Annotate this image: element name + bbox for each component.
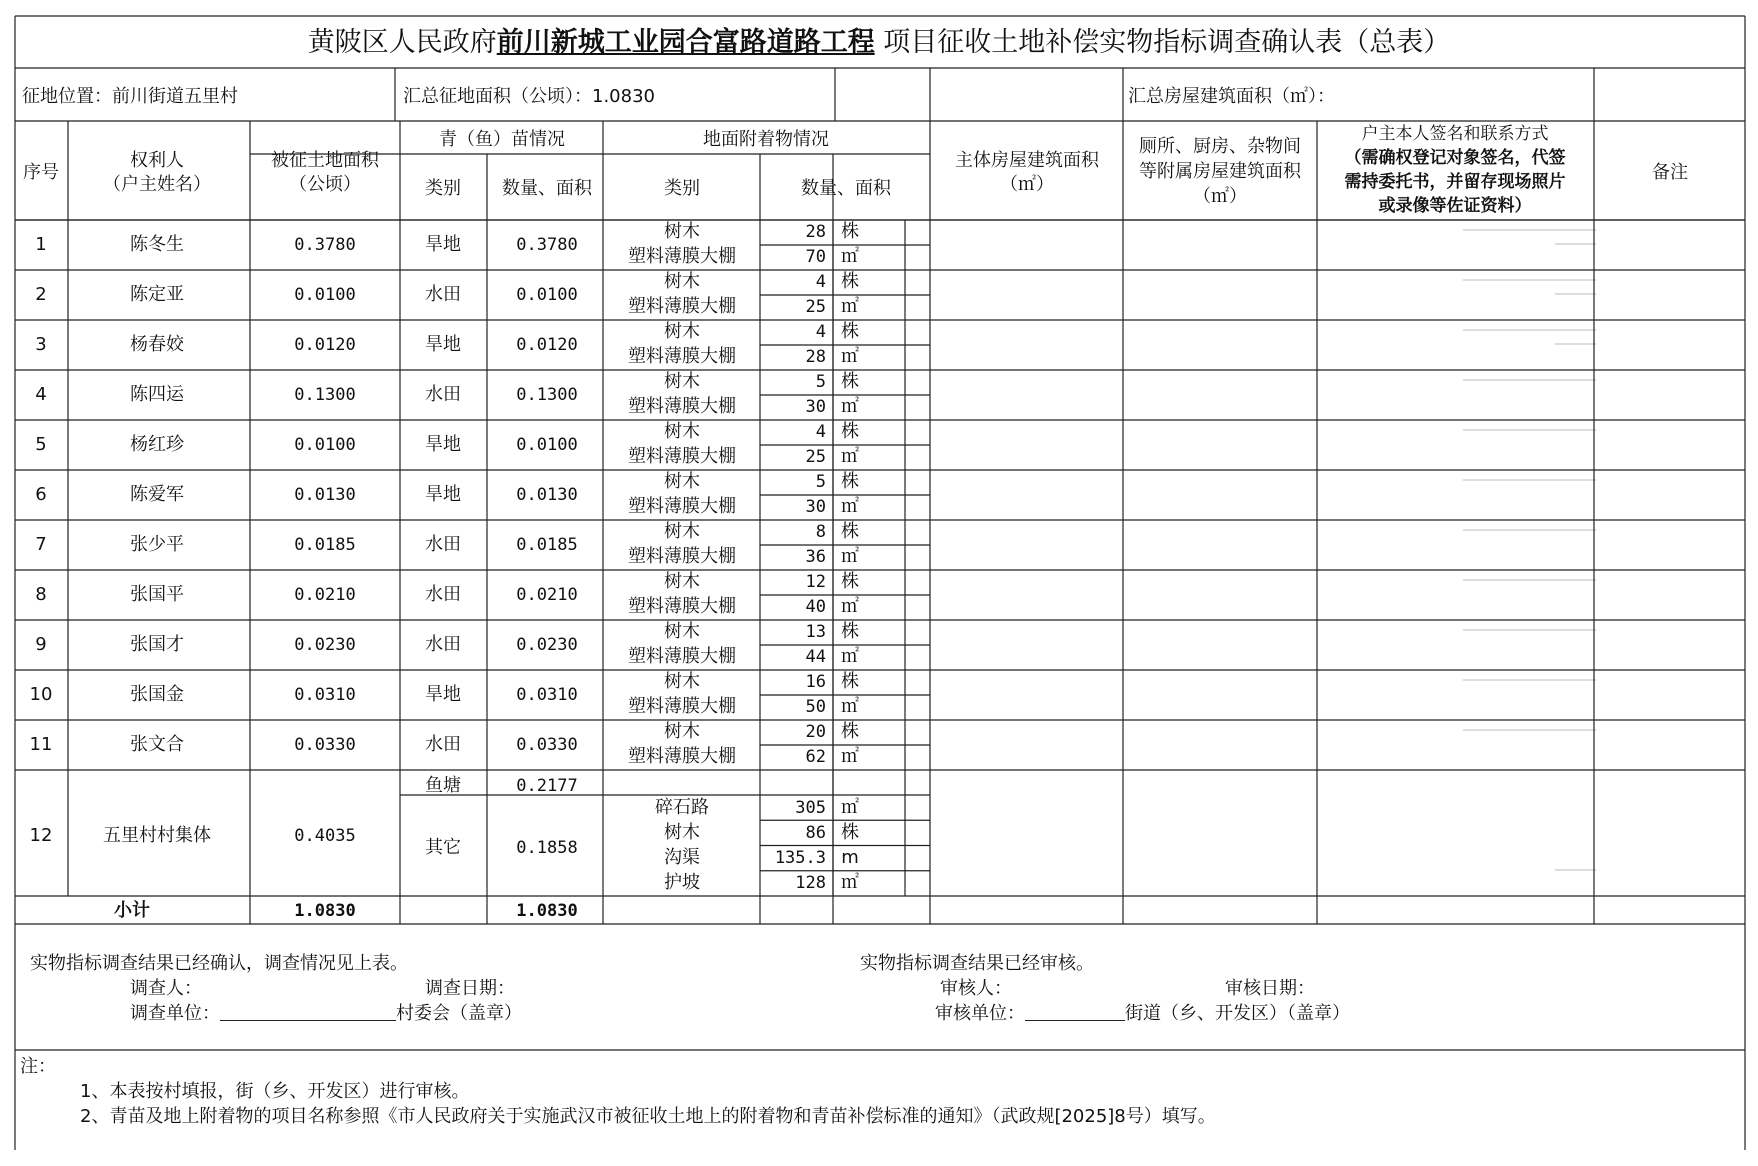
row-land-area: 0.0185 — [294, 535, 356, 555]
row-land-area: 0.0100 — [294, 435, 356, 455]
note-1: 1、本表按村填报，街（乡、开发区）进行审核。 — [80, 1081, 470, 1102]
row-seq: 5 — [35, 434, 47, 455]
row-seq: 2 — [35, 284, 47, 305]
row-attachment-2-unit: ㎡ — [841, 646, 859, 667]
header-main-house: 主体房屋建筑面积 — [955, 150, 1099, 171]
row-crop-qty: 0.0210 — [516, 585, 578, 605]
row-attachment-2: 塑料薄膜大棚 — [628, 296, 736, 317]
row-owner: 陈四运 — [130, 384, 184, 405]
row-crop-qty: 0.3780 — [516, 235, 578, 255]
header-crop-group: 青（鱼）苗情况 — [439, 129, 565, 150]
row-seq: 8 — [35, 584, 47, 605]
row-attachment-1-qty: 5 — [815, 372, 826, 392]
header-aux-house-1: 厕所、厨房、杂物间 — [1139, 136, 1301, 157]
row-seq: 11 — [29, 734, 53, 755]
row-attachment-1-qty: 16 — [805, 672, 826, 692]
header-attachment-qty: 数量、面积 — [801, 178, 891, 199]
row-crop-type: 水田 — [425, 584, 461, 605]
row-attachment-1: 树木 — [664, 471, 700, 492]
row-attachment-1: 树木 — [664, 421, 700, 442]
row-attachment-1-unit: 株 — [841, 721, 859, 742]
row-attachment-2-unit: ㎡ — [841, 696, 859, 717]
row-attachment-2: 塑料薄膜大棚 — [628, 496, 736, 517]
row12-attachment-unit: ㎡ — [841, 872, 859, 894]
header-land-area: 被征土地面积 — [271, 150, 379, 171]
review-unit-blank — [1025, 1002, 1125, 1021]
row-attachment-2: 塑料薄膜大棚 — [628, 596, 736, 617]
row-land-area: 0.0130 — [294, 485, 356, 505]
row-owner: 张文合 — [130, 734, 184, 755]
subtotal-area: 1.0830 — [294, 901, 356, 921]
survey-date-label: 调查日期： — [425, 978, 515, 999]
header-signature-note-3: 或录像等佐证资料） — [1378, 196, 1532, 216]
row-attachment-1-unit: 株 — [841, 271, 859, 292]
row-crop-qty: 0.0100 — [516, 285, 578, 305]
row12-crop-a: 鱼塘 — [425, 775, 461, 796]
row-attachment-1-unit: 株 — [841, 221, 859, 242]
header-aux-house-2: 等附属房屋建筑面积 — [1139, 161, 1301, 182]
row12-attachment-type: 树木 — [664, 821, 700, 843]
row-attachment-1: 树木 — [664, 321, 700, 342]
row-land-area: 0.3780 — [294, 235, 356, 255]
total-building-area: 汇总房屋建筑面积（㎡）： — [1128, 86, 1335, 107]
row-attachment-2-unit: ㎡ — [841, 296, 859, 317]
row-land-area: 0.0100 — [294, 285, 356, 305]
row-attachment-2-unit: ㎡ — [841, 596, 859, 617]
row-attachment-2: 塑料薄膜大棚 — [628, 746, 736, 767]
survey-unit-label: 调查单位： — [130, 1003, 220, 1024]
row-attachment-1: 树木 — [664, 571, 700, 592]
header-signature-note-1: （需确权登记对象签名，代签 — [1344, 148, 1566, 168]
row-attachment-1-unit: 株 — [841, 671, 859, 692]
investigator-label: 调查人： — [130, 978, 202, 999]
row-attachment-2-qty: 50 — [805, 697, 826, 717]
row12-attachment-type: 沟渠 — [664, 847, 700, 869]
row-crop-qty: 0.0310 — [516, 685, 578, 705]
subtotal-label: 小计 — [114, 900, 150, 921]
row12-attachment-unit: ㎡ — [841, 796, 859, 818]
row-attachment-2-qty: 36 — [805, 547, 826, 567]
row-attachment-2: 塑料薄膜大棚 — [628, 646, 736, 667]
row-crop-type: 旱地 — [425, 484, 461, 505]
header-crop-qty: 数量、面积 — [502, 178, 592, 199]
row12-attachment-unit: 株 — [841, 821, 859, 843]
row-attachment-2-qty: 62 — [805, 747, 826, 767]
row12-attachment-type: 碎石路 — [655, 796, 709, 818]
row-attachment-2-qty: 25 — [805, 297, 826, 317]
review-date-label: 审核日期： — [1225, 978, 1315, 999]
row12-attachment-qty: 86 — [805, 822, 826, 843]
row-crop-type: 旱地 — [425, 234, 461, 255]
header-land-area-unit: （公顷） — [289, 174, 361, 195]
row-attachment-2-qty: 40 — [805, 597, 826, 617]
row12-seq: 12 — [29, 825, 53, 846]
header-aux-house-unit: （㎡） — [1193, 186, 1247, 207]
row-seq: 4 — [35, 384, 47, 405]
row-seq: 9 — [35, 634, 47, 655]
row-owner: 张少平 — [130, 534, 184, 555]
header-attachment-group: 地面附着物情况 — [703, 129, 829, 150]
row-crop-type: 水田 — [425, 634, 461, 655]
row-attachment-2: 塑料薄膜大棚 — [628, 246, 736, 267]
row-seq: 7 — [35, 534, 47, 555]
row-land-area: 0.0230 — [294, 635, 356, 655]
note-2: 2、青苗及地上附着物的项目名称参照《市人民政府关于实施武汉市被征收土地上的附着物和青苗补偿标准的通知》（武政规[2025]8号）填写。 — [80, 1106, 1216, 1127]
row-owner: 陈定亚 — [130, 284, 184, 305]
row-attachment-1-qty: 4 — [815, 422, 826, 442]
title-project: 前川新城工业园合富路道路工程 — [496, 27, 875, 58]
row-crop-type: 水田 — [425, 384, 461, 405]
row-owner: 张国才 — [130, 634, 184, 655]
row-attachment-1-unit: 株 — [841, 421, 859, 442]
row-attachment-2: 塑料薄膜大棚 — [628, 546, 736, 567]
subtotal-crop-qty: 1.0830 — [516, 901, 578, 921]
village-seal-label: 村委会（盖章） — [396, 1003, 522, 1024]
row12-area: 0.4035 — [294, 826, 356, 846]
header-owner: 权利人 — [130, 150, 184, 171]
row12-crop-b-qty: 0.1858 — [516, 838, 578, 858]
row-owner: 张国平 — [130, 584, 184, 605]
row-attachment-1-unit: 株 — [841, 321, 859, 342]
row-owner: 张国金 — [130, 684, 184, 705]
row-crop-type: 旱地 — [425, 434, 461, 455]
row12-attachment-qty: 135.3 — [774, 848, 826, 869]
row-crop-qty: 0.0185 — [516, 535, 578, 555]
row12-crop-b: 其它 — [425, 837, 461, 858]
page-title — [308, 26, 1451, 60]
row-attachment-1: 树木 — [664, 521, 700, 542]
row-attachment-1-qty: 4 — [815, 322, 826, 342]
header-crop-type: 类别 — [425, 178, 461, 199]
row-attachment-2-qty: 44 — [805, 647, 826, 667]
total-land-area: 汇总征地面积（公顷）：1.0830 — [403, 86, 655, 107]
review-unit-line — [935, 1002, 1350, 1025]
row-attachment-2-unit: ㎡ — [841, 346, 859, 367]
row-crop-qty: 0.1300 — [516, 385, 578, 405]
row-crop-type: 水田 — [425, 734, 461, 755]
row-attachment-2-qty: 30 — [805, 497, 826, 517]
row-attachment-1-qty: 4 — [815, 272, 826, 292]
title-prefix: 黄陂区人民政府 — [307, 27, 497, 58]
row-attachment-1-unit: 株 — [841, 521, 859, 542]
street-seal-label: 街道（乡、开发区）（盖章） — [1125, 1003, 1350, 1024]
row12-crop-a-qty: 0.2177 — [516, 776, 578, 796]
row-attachment-2: 塑料薄膜大棚 — [628, 396, 736, 417]
row-attachment-2-unit: ㎡ — [841, 746, 859, 767]
row-attachment-2-unit: ㎡ — [841, 496, 859, 517]
row-attachment-1-qty: 8 — [815, 522, 826, 542]
row-attachment-1-qty: 5 — [815, 472, 826, 492]
review-statement: 实物指标调查结果已经审核。 — [860, 953, 1094, 974]
row-crop-type: 水田 — [425, 284, 461, 305]
header-signature-note-2: 需持委托书，并留存现场照片 — [1344, 172, 1566, 192]
row-seq: 3 — [35, 334, 47, 355]
header-owner-sub: （户主姓名） — [103, 174, 211, 195]
header-remarks: 备注 — [1652, 162, 1688, 183]
row-attachment-2: 塑料薄膜大棚 — [628, 346, 736, 367]
row-seq: 6 — [35, 484, 47, 505]
row-attachment-1-qty: 13 — [805, 622, 826, 642]
row-attachment-1-qty: 28 — [805, 222, 826, 242]
survey-unit-line — [130, 1002, 522, 1025]
row12-attachment-qty: 305 — [795, 797, 826, 818]
row-crop-qty: 0.0130 — [516, 485, 578, 505]
row-crop-type: 水田 — [425, 534, 461, 555]
row-crop-type: 旱地 — [425, 684, 461, 705]
row-crop-qty: 0.0230 — [516, 635, 578, 655]
row-seq: 10 — [29, 684, 53, 705]
header-seq: 序号 — [23, 162, 59, 183]
row12-attachment-unit: m — [841, 847, 859, 869]
row-attachment-1: 树木 — [664, 221, 700, 242]
row-attachment-2-qty: 30 — [805, 397, 826, 417]
row-attachment-1-qty: 12 — [805, 572, 826, 592]
row-attachment-2-qty: 25 — [805, 447, 826, 467]
survey-unit-blank — [220, 1002, 396, 1021]
title-suffix: 项目征收土地补偿实物指标调查确认表（总表） — [883, 27, 1451, 58]
row-owner: 陈冬生 — [130, 234, 184, 255]
header-attachment-type: 类别 — [664, 178, 700, 199]
row-attachment-1-unit: 株 — [841, 621, 859, 642]
survey-statement: 实物指标调查结果已经确认，调查情况见上表。 — [30, 953, 408, 974]
row-owner: 陈爱军 — [130, 484, 184, 505]
row-owner: 杨春姣 — [130, 334, 184, 355]
land-location: 征地位置：前川街道五里村 — [22, 86, 238, 107]
row-attachment-2-unit: ㎡ — [841, 396, 859, 417]
row-attachment-2: 塑料薄膜大棚 — [628, 696, 736, 717]
row-attachment-1-unit: 株 — [841, 471, 859, 492]
row-attachment-2-unit: ㎡ — [841, 446, 859, 467]
row-crop-qty: 0.0330 — [516, 735, 578, 755]
row-crop-type: 旱地 — [425, 334, 461, 355]
row-seq: 1 — [35, 234, 47, 255]
row-attachment-2-unit: ㎡ — [841, 546, 859, 567]
row-land-area: 0.1300 — [294, 385, 356, 405]
reviewer-label: 审核人： — [940, 978, 1012, 999]
row-crop-qty: 0.0120 — [516, 335, 578, 355]
row-attachment-2: 塑料薄膜大棚 — [628, 446, 736, 467]
row-land-area: 0.0310 — [294, 685, 356, 705]
row-land-area: 0.0120 — [294, 335, 356, 355]
row-attachment-1: 树木 — [664, 271, 700, 292]
row-attachment-2-qty: 28 — [805, 347, 826, 367]
row-crop-qty: 0.0100 — [516, 435, 578, 455]
review-unit-label: 审核单位： — [935, 1003, 1025, 1024]
header-main-house-unit: （㎡） — [1000, 174, 1054, 195]
row-attachment-2-qty: 70 — [805, 247, 826, 267]
notes-label: 注： — [20, 1056, 56, 1077]
row-attachment-1-unit: 株 — [841, 371, 859, 392]
header-signature: 户主本人签名和联系方式 — [1361, 124, 1549, 144]
row12-attachment-qty: 128 — [795, 873, 826, 894]
row-land-area: 0.0330 — [294, 735, 356, 755]
row12-owner: 五里村村集体 — [103, 825, 211, 846]
row-attachment-1: 树木 — [664, 621, 700, 642]
row-attachment-1: 树木 — [664, 671, 700, 692]
row-attachment-1: 树木 — [664, 721, 700, 742]
row-attachment-2-unit: ㎡ — [841, 246, 859, 267]
row-owner: 杨红珍 — [130, 434, 184, 455]
row12-attachment-type: 护坡 — [664, 872, 700, 894]
row-attachment-1-qty: 20 — [805, 722, 826, 742]
row-land-area: 0.0210 — [294, 585, 356, 605]
row-attachment-1: 树木 — [664, 371, 700, 392]
row-attachment-1-unit: 株 — [841, 571, 859, 592]
